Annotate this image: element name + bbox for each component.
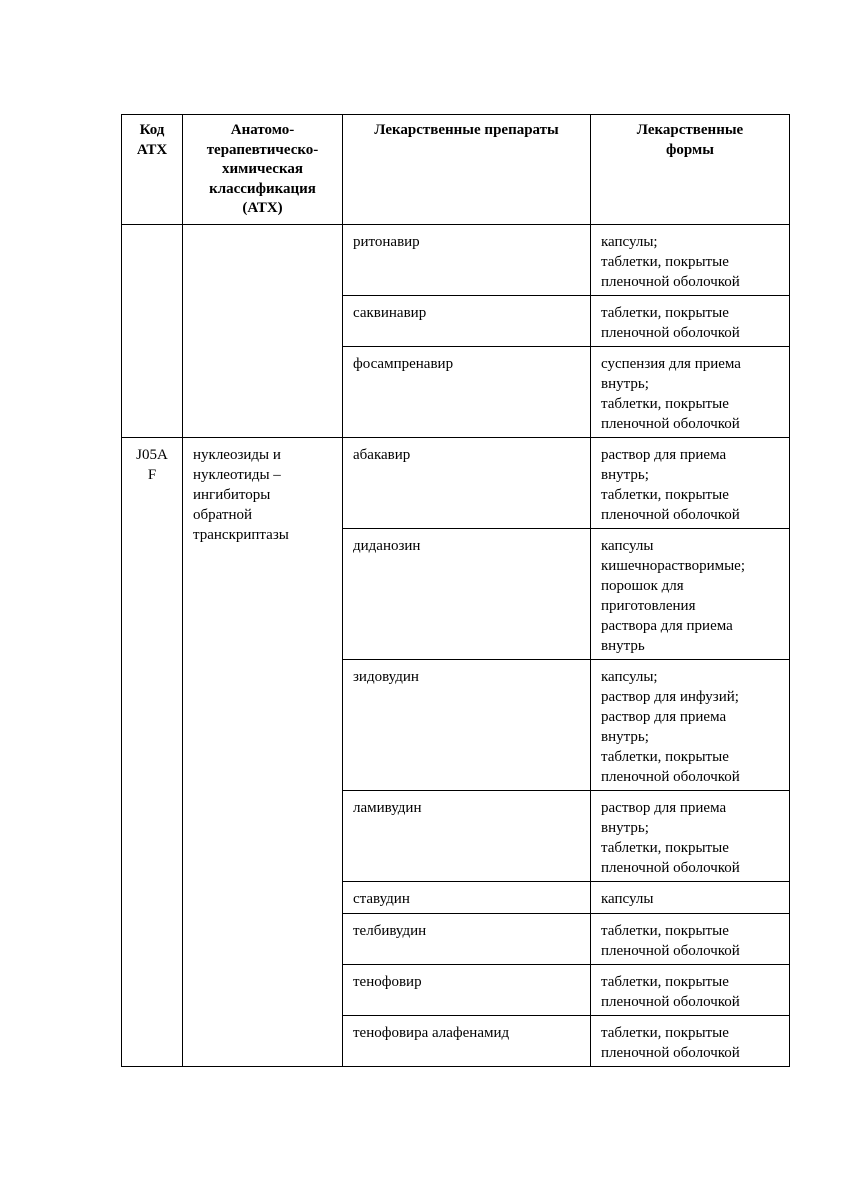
header-code: Код АТХ [122, 115, 183, 225]
header-row [122, 115, 790, 225]
drug-name: тенофовира алафенамид [343, 1016, 591, 1067]
header-classification: Анатомо- терапевтическо- химическая классификация (АТХ) [183, 115, 343, 225]
drug-forms: суспензия для приема внутрь; таблетки, покрытые пленочной оболочкой [591, 347, 790, 438]
drug-name: саквинавир [343, 296, 591, 347]
drug-forms: капсулы кишечнорастворимые; порошок для приготовления раствора для приема внутрь [591, 529, 790, 660]
drug-forms: капсулы [591, 882, 790, 914]
drug-forms: таблетки, покрытые пленочной оболочкой [591, 1016, 790, 1067]
drug-name: диданозин [343, 529, 591, 660]
drug-forms: капсулы; раствор для инфузий; раствор для приема внутрь; таблетки, покрытые пленочной оболочкой [591, 660, 790, 791]
table-row [122, 225, 790, 296]
drug-forms: таблетки, покрытые пленочной оболочкой [591, 914, 790, 965]
atx-classification: нуклеозиды и нуклеотиды – ингибиторы обратной транскриптазы [183, 438, 343, 1067]
drug-name: тенофовир [343, 965, 591, 1016]
empty-code-cell [122, 225, 183, 438]
drug-forms: таблетки, покрытые пленочной оболочкой [591, 965, 790, 1016]
drug-forms: раствор для приема внутрь; таблетки, покрытые пленочной оболочкой [591, 438, 790, 529]
drug-name: фосампренавир [343, 347, 591, 438]
table-header [122, 115, 790, 225]
drug-forms: таблетки, покрытые пленочной оболочкой [591, 296, 790, 347]
empty-classification-cell [183, 225, 343, 438]
drug-name: зидовудин [343, 660, 591, 791]
header-forms: Лекарственные формы [591, 115, 790, 225]
drug-forms: капсулы; таблетки, покрытые пленочной оболочкой [591, 225, 790, 296]
atx-drug-table [121, 114, 790, 1067]
drug-name: телбивудин [343, 914, 591, 965]
table-row [122, 438, 790, 529]
drug-forms: раствор для приема внутрь; таблетки, покрытые пленочной оболочкой [591, 791, 790, 882]
table-body [122, 225, 790, 1067]
drug-name: ритонавир [343, 225, 591, 296]
drug-name: ламивудин [343, 791, 591, 882]
drug-name: ставудин [343, 882, 591, 914]
header-drugs: Лекарственные препараты [343, 115, 591, 225]
atx-code: J05A F [122, 438, 183, 1067]
drug-name: абакавир [343, 438, 591, 529]
